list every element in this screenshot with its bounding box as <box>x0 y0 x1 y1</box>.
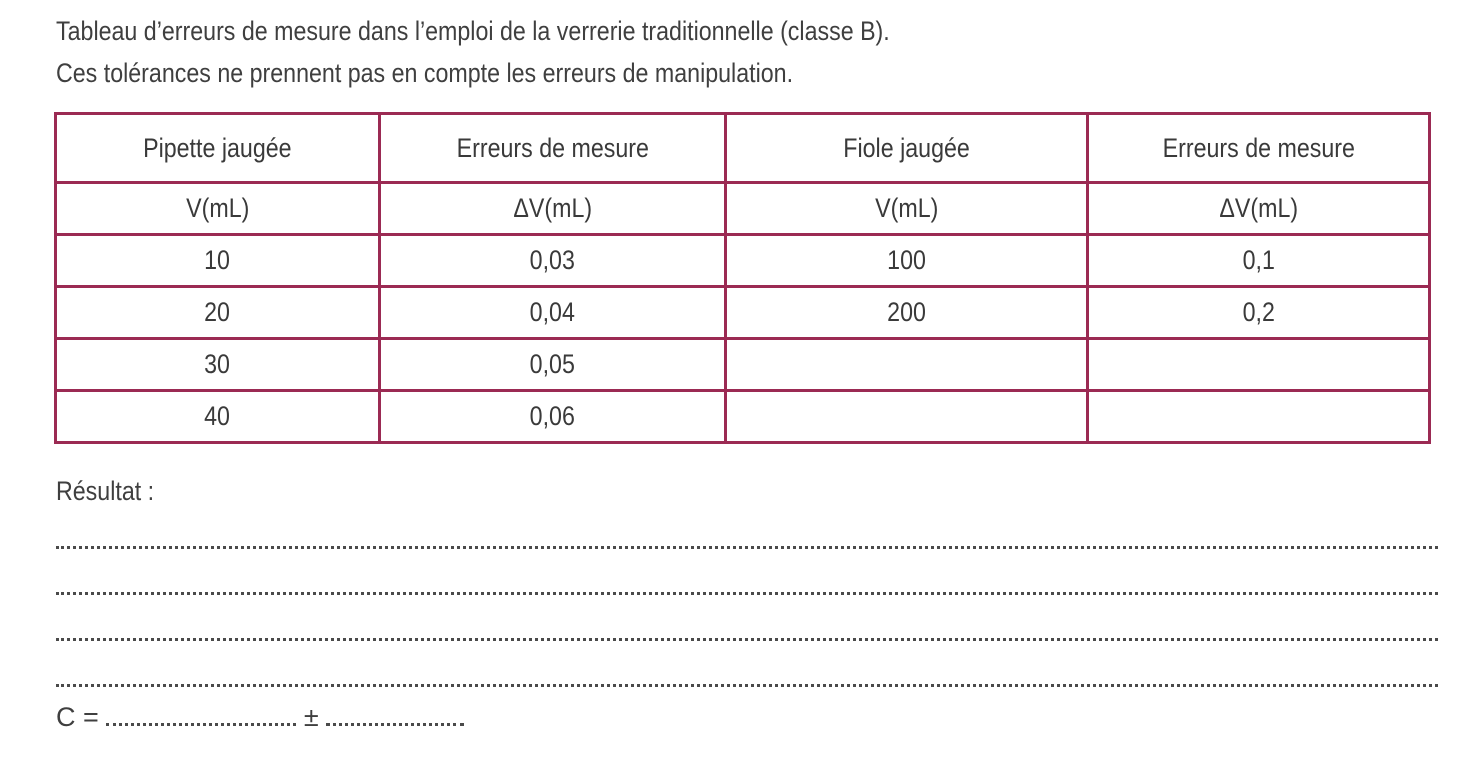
cell-value: 30 <box>204 349 231 379</box>
cell-value: 20 <box>204 297 231 327</box>
unit-fiole-volume: V(mL) <box>874 193 939 223</box>
cell-value: 0,04 <box>529 297 576 327</box>
table-cell <box>56 391 380 443</box>
cell-value: 0,03 <box>529 245 576 275</box>
result-label: Résultat : <box>56 476 155 506</box>
header-cell <box>726 114 1088 183</box>
table-cell <box>726 287 1088 339</box>
cell-value: 0,2 <box>1242 297 1275 327</box>
header-cell <box>56 114 380 183</box>
formula-prefix: C = <box>56 702 99 732</box>
unit-cell <box>380 183 726 235</box>
table-cell <box>56 287 380 339</box>
cell-value: 100 <box>887 245 926 275</box>
intro-text <box>56 10 890 94</box>
table-cell <box>726 235 1088 287</box>
table-row <box>56 339 1430 391</box>
table-cell <box>726 391 1088 443</box>
unit-fiole-error: ΔV(mL) <box>1219 193 1298 223</box>
unit-cell <box>726 183 1088 235</box>
table-cell <box>1088 287 1430 339</box>
unit-cell <box>56 183 380 235</box>
header-fiole: Fiole jaugée <box>843 132 970 163</box>
cell-value: 200 <box>887 297 926 327</box>
table-row <box>56 235 1430 287</box>
table-header-row <box>56 114 1430 183</box>
cell-value: 40 <box>204 401 231 431</box>
table-cell <box>1088 391 1430 443</box>
table-cell <box>380 235 726 287</box>
cell-value: 0,06 <box>529 401 576 431</box>
result-formula <box>56 702 464 733</box>
cell-value: 0,05 <box>529 349 576 379</box>
header-fiole-error: Erreurs de mesure <box>1162 132 1355 163</box>
plus-minus-sign: ± <box>303 702 319 732</box>
uncertainty-blank[interactable] <box>326 722 464 726</box>
unit-cell <box>1088 183 1430 235</box>
intro-line-2: Ces tolérances ne prennent pas en compte les erreurs de manipulation. <box>56 58 794 88</box>
table-cell <box>380 287 726 339</box>
answer-line-1 <box>56 546 1438 549</box>
answer-line-2 <box>56 592 1438 595</box>
cell-value: 0,1 <box>1242 245 1275 275</box>
table-cell <box>380 339 726 391</box>
header-cell <box>1088 114 1430 183</box>
value-blank[interactable] <box>106 722 296 726</box>
table-cell <box>726 339 1088 391</box>
table-row <box>56 287 1430 339</box>
cell-value: 10 <box>204 245 231 275</box>
table-row <box>56 391 1430 443</box>
unit-pipette-volume: V(mL) <box>185 193 250 223</box>
table-cell <box>56 235 380 287</box>
header-pipette: Pipette jaugée <box>143 132 292 163</box>
unit-pipette-error: ΔV(mL) <box>513 193 592 223</box>
header-pipette-error: Erreurs de mesure <box>456 132 649 163</box>
table-cell <box>1088 235 1430 287</box>
answer-line-3 <box>56 638 1438 641</box>
header-cell <box>380 114 726 183</box>
table-cell <box>380 391 726 443</box>
table-cell <box>1088 339 1430 391</box>
table-unit-row <box>56 183 1430 235</box>
tolerance-table <box>54 112 1431 444</box>
table-cell <box>56 339 380 391</box>
answer-line-4 <box>56 684 1438 687</box>
intro-line-1: Tableau d’erreurs de mesure dans l’emploi de la verrerie traditionnelle (classe B). <box>56 16 890 46</box>
